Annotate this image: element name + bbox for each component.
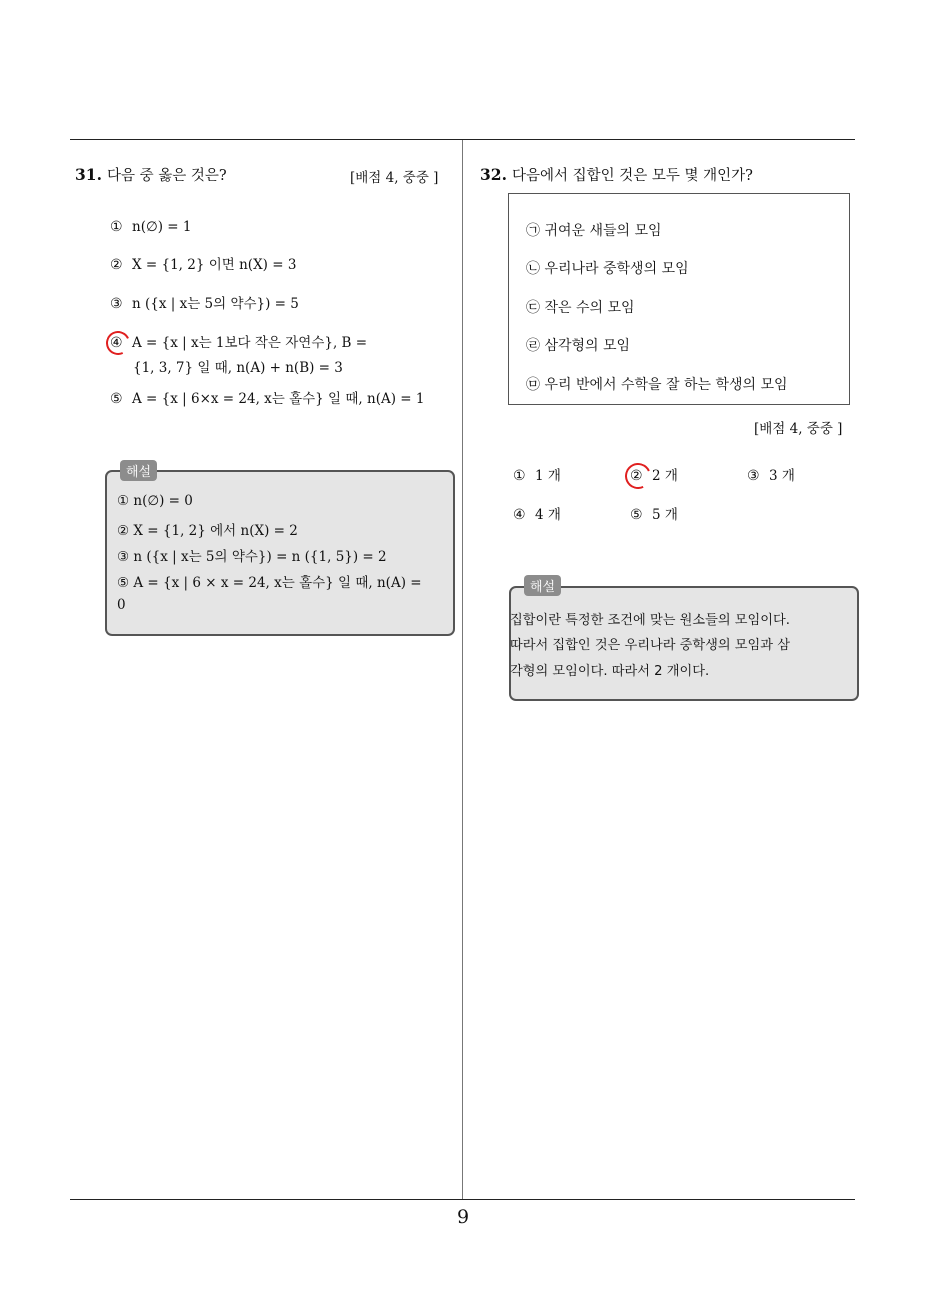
q31-choice-4[interactable]: [110, 334, 367, 352]
choice-text: 5 개: [652, 507, 678, 523]
choice-number: ③: [110, 296, 123, 312]
column-divider: [462, 140, 463, 1200]
q31-solution-line: ⑤ A = {x | 6 × x = 24, x는 홀수} 일 때, n(A) =: [117, 575, 422, 591]
q31-solution-line: 0: [117, 597, 126, 613]
q31-choice-3[interactable]: [110, 295, 299, 313]
choice-text: n ({x | x는 5의 약수}) = 5: [132, 296, 299, 312]
q32-choice-1[interactable]: [513, 467, 561, 485]
choice-text: A = {x | x는 1보다 작은 자연수}, B =: [132, 335, 368, 351]
choice-text: 1 개: [535, 468, 561, 484]
q31-choice-5[interactable]: [110, 390, 424, 408]
page-number: 9: [456, 1206, 470, 1228]
choice-number: ④: [513, 507, 526, 523]
choice-text: 2 개: [652, 468, 678, 484]
q31-solution-line: ② X = {1, 2} 에서 n(X) = 2: [117, 523, 298, 539]
choice-number: ②: [630, 468, 643, 484]
question-32-number: 32.: [480, 165, 507, 184]
choice-number: ①: [110, 219, 123, 235]
question-31-meta: [배점 4, 중중 ]: [350, 170, 439, 186]
choice-text: X = {1, 2} 이면 n(X) = 3: [132, 257, 297, 273]
choice-number: ⑤: [110, 391, 123, 407]
q32-choice-5[interactable]: [630, 506, 678, 524]
choice-text: A = {x | 6×x = 24, x는 홀수} 일 때, n(A) = 1: [132, 391, 425, 407]
q31-solution-line: ③ n ({x | x는 5의 약수}) = n ({1, 5}) = 2: [117, 549, 387, 565]
choice-number: ①: [513, 468, 526, 484]
choice-number: ③: [747, 468, 760, 484]
choice-text: 3 개: [769, 468, 795, 484]
choice-text: n(∅) = 1: [132, 219, 192, 235]
q32-solution-line: 따라서 집합인 것은 우리나라 중학생의 모임과 삼: [510, 638, 790, 653]
q32-item: ㉢ 작은 수의 모임: [526, 300, 635, 316]
q32-choice-4[interactable]: [513, 506, 561, 524]
answer-mark-circle: [621, 459, 654, 492]
choice-number: ②: [110, 257, 123, 273]
bottom-rule: [70, 1199, 855, 1200]
question-32-prompt: 다음에서 집합인 것은 모두 몇 개인가?: [511, 168, 753, 184]
q31-solution-tag: 해설: [120, 460, 157, 481]
choice-text: 4 개: [535, 507, 561, 523]
q31-choice-2[interactable]: [110, 256, 296, 274]
question-31-number: 31.: [75, 165, 102, 184]
q32-solution-line: 집합이란 특정한 조건에 맞는 원소들의 모임이다.: [510, 613, 790, 628]
q32-item: ㉣ 삼각형의 모임: [526, 338, 631, 354]
q32-item: ㉤ 우리 반에서 수학을 잘 하는 학생의 모임: [526, 377, 788, 393]
answer-mark-circle: [103, 328, 134, 359]
q32-item: ㉠ 귀여운 새들의 모임: [526, 223, 662, 239]
choice-number: ⑤: [630, 507, 643, 523]
question-32-meta: [배점 4, 중중 ]: [754, 421, 843, 437]
question-31-header: [75, 164, 227, 185]
q32-solution-tag: 해설: [524, 575, 561, 596]
question-31-prompt: 다음 중 옳은 것은?: [106, 168, 227, 184]
q31-solution-line: ① n(∅) = 0: [117, 493, 193, 509]
q32-choice-3[interactable]: [747, 467, 795, 485]
q31-choice-1[interactable]: [110, 218, 191, 236]
q32-items-box: [508, 193, 850, 405]
q32-item: ㉡ 우리나라 중학생의 모임: [526, 261, 689, 277]
q32-solution-line: 각형의 모임이다. 따라서 2 개이다.: [510, 664, 710, 679]
choice-number: ④: [110, 335, 123, 351]
question-32-header: [480, 164, 753, 185]
q31-choice-4-continuation: {1, 3, 7} 일 때, n(A) + n(B) = 3: [133, 360, 343, 376]
